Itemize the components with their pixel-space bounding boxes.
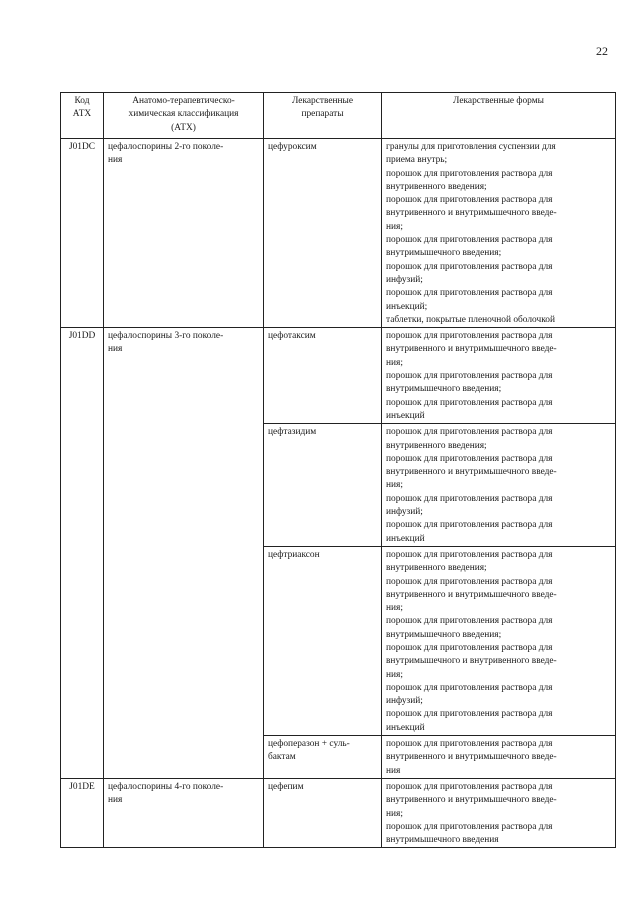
table-body bbox=[61, 139, 616, 848]
dosage-form-line: порошок для приготовления раствора для bbox=[386, 371, 553, 382]
page-number: 22 bbox=[596, 44, 608, 58]
header-code: Код АТХ bbox=[61, 93, 104, 139]
drug-name-cell: цефотаксим bbox=[264, 328, 382, 424]
dosage-form-line: порошок для приготовления раствора для bbox=[386, 642, 553, 653]
dosage-form-line: внутривенного введения; bbox=[386, 440, 487, 451]
dosage-form-line: ния; bbox=[386, 669, 403, 680]
dosage-form-line: порошок для приготовления раствора для bbox=[386, 288, 553, 299]
drug-name-cell: цефтриаксон bbox=[264, 546, 382, 735]
dosage-form-line: внутривенного и внутримышечного введе- bbox=[386, 467, 557, 478]
dosage-form-line: порошок для приготовления раствора для bbox=[386, 682, 553, 693]
drug-name-cell: цефоперазон + суль- бактам bbox=[264, 736, 382, 779]
dosage-forms-cell bbox=[382, 424, 616, 547]
dosage-form-line: порошок для приготовления раствора для bbox=[386, 427, 553, 438]
dosage-form-line: ния; bbox=[386, 480, 403, 491]
dosage-form-line: таблетки, покрытые пленочной оболочкой bbox=[386, 314, 555, 325]
dosage-forms-cell bbox=[382, 736, 616, 779]
dosage-form-line: инъекций bbox=[386, 410, 425, 421]
dosage-form-line: инфузий; bbox=[386, 696, 423, 707]
table-row bbox=[61, 328, 616, 424]
dosage-form-line: порошок для приготовления раствора для bbox=[386, 195, 553, 206]
dosage-form-line: ния; bbox=[386, 603, 403, 614]
dosage-form-line: инъекций bbox=[386, 533, 425, 544]
dosage-forms-cell bbox=[382, 778, 616, 847]
table-header-row bbox=[61, 93, 616, 139]
dosage-form-line: внутривенного и внутримышечного введе- bbox=[386, 589, 557, 600]
atc-table bbox=[60, 92, 616, 848]
header-classification: Анатомо-терапевтическо- химическая классификация (АТХ) bbox=[104, 93, 264, 139]
dosage-forms-cell bbox=[382, 546, 616, 735]
dosage-form-line: ния; bbox=[386, 357, 403, 368]
dosage-form-line: порошок для приготовления раствора для bbox=[386, 235, 553, 246]
dosage-form-line: порошок для приготовления раствора для bbox=[386, 576, 553, 587]
header-drugs: Лекарственные препараты bbox=[264, 93, 382, 139]
dosage-form-line: порошок для приготовления раствора для bbox=[386, 397, 553, 408]
dosage-form-line: внутримышечного и внутривенного введе- bbox=[386, 656, 557, 667]
dosage-forms-cell bbox=[382, 139, 616, 328]
classification-cell: цефалоспорины 3-го поколе- ния bbox=[104, 328, 264, 779]
dosage-form-line: внутривенного и внутримышечного введе- bbox=[386, 208, 557, 219]
dosage-form-line: порошок для приготовления раствора для bbox=[386, 168, 553, 179]
dosage-form-line: инфузий; bbox=[386, 507, 423, 518]
classification-cell: цефалоспорины 2-го поколе- ния bbox=[104, 139, 264, 328]
dosage-form-line: внутримышечного введения; bbox=[386, 384, 502, 395]
dosage-form-line: порошок для приготовления раствора для bbox=[386, 709, 553, 720]
drug-name-cell: цефуроксим bbox=[264, 139, 382, 328]
dosage-form-line: внутривенного введения; bbox=[386, 563, 487, 574]
dosage-form-line: порошок для приготовления раствора для bbox=[386, 549, 553, 560]
dosage-form-line: гранулы для приготовления суспензии для bbox=[386, 142, 556, 152]
dosage-form-line: внутримышечного введения; bbox=[386, 248, 502, 259]
dosage-form-line: внутривенного и внутримышечного введе- bbox=[386, 795, 557, 806]
dosage-form-line: ния; bbox=[386, 221, 403, 232]
drug-name-cell: цефтазидим bbox=[264, 424, 382, 547]
dosage-form-line: внутривенного и внутримышечного введе- bbox=[386, 752, 557, 763]
dosage-forms-cell bbox=[382, 328, 616, 424]
dosage-form-line: ния; bbox=[386, 808, 403, 819]
atc-code-cell: J01DC bbox=[61, 139, 104, 328]
dosage-form-line: инъекций bbox=[386, 722, 425, 733]
dosage-form-line: порошок для приготовления раствора для bbox=[386, 261, 553, 272]
dosage-form-line: порошок для приготовления раствора для bbox=[386, 520, 553, 531]
dosage-form-line: внутримышечного введения; bbox=[386, 629, 502, 640]
dosage-form-line: инфузий; bbox=[386, 274, 423, 285]
dosage-form-line: порошок для приготовления раствора для bbox=[386, 821, 553, 832]
dosage-form-line: порошок для приготовления раствора для bbox=[386, 781, 553, 792]
dosage-form-line: порошок для приготовления раствора для bbox=[386, 453, 553, 464]
dosage-form-line: порошок для приготовления раствора для bbox=[386, 739, 553, 750]
dosage-form-line: приема внутрь; bbox=[386, 155, 448, 166]
table-row bbox=[61, 139, 616, 328]
dosage-form-line: внутривенного введения; bbox=[386, 181, 487, 192]
header-forms: Лекарственные формы bbox=[382, 93, 616, 139]
atc-code-cell: J01DE bbox=[61, 778, 104, 847]
dosage-form-line: внутривенного и внутримышечного введе- bbox=[386, 344, 557, 355]
classification-cell: цефалоспорины 4-го поколе- ния bbox=[104, 778, 264, 847]
table-row bbox=[61, 778, 616, 847]
dosage-form-line: порошок для приготовления раствора для bbox=[386, 493, 553, 504]
dosage-form-line: порошок для приготовления раствора для bbox=[386, 331, 553, 342]
dosage-form-line: ния bbox=[386, 765, 401, 776]
drug-name-cell: цефепим bbox=[264, 778, 382, 847]
dosage-form-line: порошок для приготовления раствора для bbox=[386, 616, 553, 627]
dosage-form-line: инъекций; bbox=[386, 301, 428, 312]
atc-code-cell: J01DD bbox=[61, 328, 104, 779]
dosage-form-line: внутримышечного введения bbox=[386, 835, 499, 846]
